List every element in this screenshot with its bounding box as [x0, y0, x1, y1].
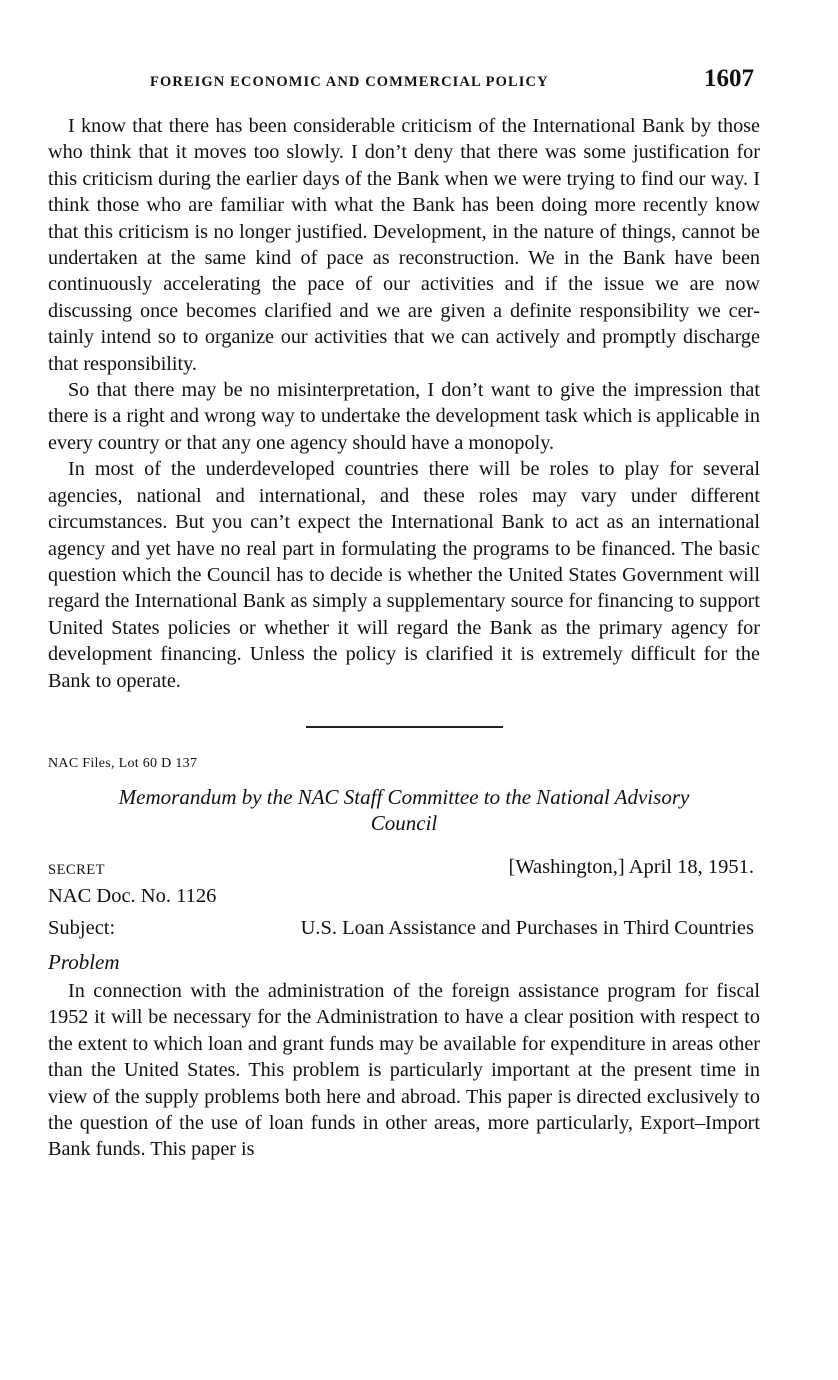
document-page	[48, 62, 760, 1163]
memo-title-line: Memorandum by the NAC Staff Committee to the National Advisory	[118, 784, 690, 809]
subject-line	[48, 914, 754, 942]
body-paragraph: In most of the underdeveloped countries there will be roles to play for several agencies, national and international, and these roles may vary under different circumstances. But you can’t expect the International Bank to act as an international agency and yet have no real part in formulating the programs to be financed. The basic question which the Council has to decide is whether the United States Government will regard the International Bank as simply a supplementary source for financing to support United States policies or whether it will regard the Bank as the primary agency for development financing. Unless the policy is clarified it is extremely difficult for the Bank to operate.	[48, 458, 760, 692]
dateline	[48, 850, 760, 882]
problem-paragraph: In connection with the administration of the foreign assistance program for fiscal 1952 it will be necessary for the Administration to have a clear position with respect to the extent to which loan and grant funds may be available for expenditure in areas other than the United States. This problem is particularly important at the present time in view of the supply problems both here and abroad. This paper is directed exclusively to the question of the use of loan funds in other areas, more particularly, Export–Import Bank funds. This paper is	[48, 979, 760, 1161]
problem-heading: Problem	[48, 949, 120, 974]
memo-title-line: Council	[370, 810, 438, 835]
section-divider	[306, 726, 503, 728]
source-citation: NAC Files, Lot 60 D 137	[48, 755, 198, 771]
running-title: FOREIGN ECONOMIC AND COMMERCIAL POLICY	[150, 74, 549, 90]
document-number: NAC Doc. No. 1126	[48, 884, 217, 907]
body-paragraph: So that there may be no misinterpretation, I don’t want to give the impression that there is a right and wrong way to undertake the development task which is applicable in every country or that any one agency should have a monopoly.	[48, 379, 760, 454]
classification-label: SECRET	[48, 861, 105, 878]
memo-title	[48, 784, 760, 836]
memo-date: [Washington,] April 18, 1951.	[508, 855, 754, 878]
subject-label: Subject:	[48, 916, 116, 939]
subject-text: U.S. Loan Assistance and Purchases in Third Countries	[300, 916, 754, 939]
running-header	[48, 62, 760, 102]
page-number: 1607	[704, 65, 754, 92]
body-paragraph: I know that there has been considerable criticism of the International Bank by those who think that it moves too slowly. I don’t deny that there was some justification for this criticism during the earlier days of the Bank when we were trying to find our way. I think those who are familiar with what the Bank has been doing more recently know that this criticism is no longer justified. Development, in the nature of things, cannot be undertaken at the same kind of pace as reconstruction. We in the Bank have been continuously accelerating the pace of our activities and if the issue we are now discussing once becomes clarified and we are given a definite responsibility we certainly intend so to organize our activities that we can actively and promptly discharge that responsibility.	[48, 115, 760, 375]
